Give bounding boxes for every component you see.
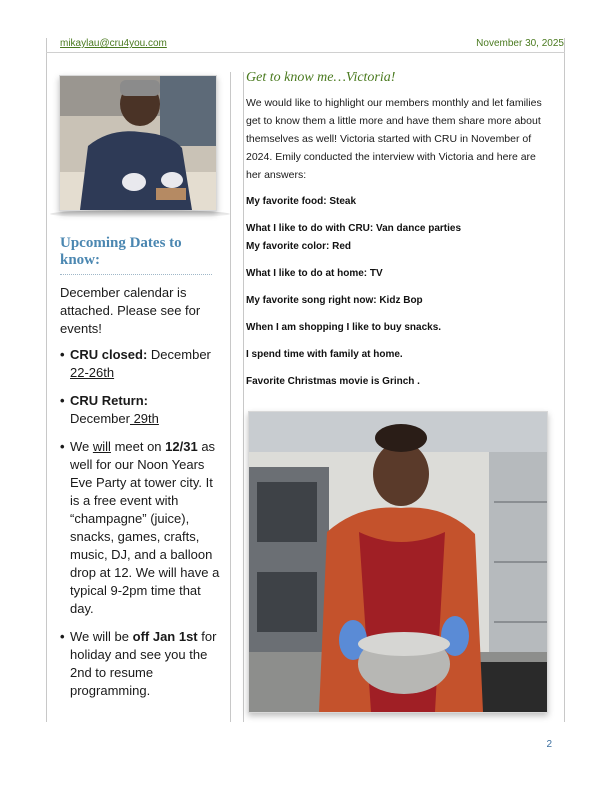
upcoming-dates-list bbox=[60, 346, 225, 710]
closed-month: December bbox=[147, 347, 211, 362]
return-date: 29th bbox=[129, 411, 159, 426]
photo-shadow bbox=[50, 210, 230, 218]
column-rule-mid-left bbox=[230, 72, 231, 722]
answer-color: My favorite color: Red bbox=[246, 241, 352, 252]
list-item-jan-first bbox=[60, 628, 225, 700]
answer-home: What I like to do at home: TV bbox=[246, 268, 383, 279]
header-email-link[interactable]: mikaylau@cru4you.com bbox=[60, 38, 167, 49]
answer-food: My favorite food: Steak bbox=[246, 196, 357, 207]
answer-shopping: When I am shopping I like to buy snacks. bbox=[246, 322, 442, 333]
victoria-kitchen-photo bbox=[248, 411, 548, 713]
page-number: 2 bbox=[546, 739, 552, 750]
return-month: December bbox=[70, 411, 130, 426]
heading-divider bbox=[60, 274, 212, 275]
answer-song: My favorite song right now: Kidz Bop bbox=[246, 295, 423, 306]
jan-date: off Jan 1st bbox=[132, 629, 198, 644]
nye-date: 12/31 bbox=[165, 439, 198, 454]
feature-intro: We would like to highlight our members monthly and let families get to know them a little more and have them share more about themselves as well! Victoria started with CRU in November of 2024. Emily conducted the interview with Victoria and here are her answers: bbox=[246, 97, 542, 181]
list-item-cru-return bbox=[60, 392, 225, 428]
column-rule-left bbox=[46, 38, 47, 722]
nye-pre: We bbox=[70, 439, 93, 454]
column-rule-mid-right bbox=[243, 72, 244, 722]
nye-mid: meet on bbox=[110, 439, 166, 454]
jan-pre: We will be bbox=[70, 629, 133, 644]
jan-details: for holiday and see you the 2nd to resume programming. bbox=[70, 629, 217, 698]
answer-family: I spend time with family at home. bbox=[246, 349, 403, 360]
feature-title: Get to know me…Victoria! bbox=[246, 70, 396, 85]
list-item-cru-closed bbox=[60, 346, 225, 382]
column-rule-right bbox=[564, 38, 565, 722]
upcoming-dates-heading: Upcoming Dates to know: bbox=[60, 235, 182, 268]
return-label: CRU Return: bbox=[70, 393, 148, 408]
calendar-note: December calendar is attached. Please see for events! bbox=[60, 285, 201, 336]
nye-will: will bbox=[92, 439, 111, 454]
header-date: November 30, 2025 bbox=[476, 38, 564, 49]
member-photo-small bbox=[59, 75, 217, 211]
answer-movie: Favorite Christmas movie is Grinch . bbox=[246, 376, 420, 387]
closed-dates: 22-26th bbox=[70, 365, 115, 380]
header-divider bbox=[46, 52, 565, 53]
closed-label: CRU closed: bbox=[70, 347, 148, 362]
nye-details: as well for our Noon Years Eve Party at tower city. It is a free event with “champagne” (juice), snacks, games, crafts, music, DJ, and a balloon drop at 12. We will have a typical 9-2pm time that day. bbox=[70, 439, 220, 616]
list-item-noon-years-eve bbox=[60, 438, 225, 618]
answer-cru-activity: What I like to do with CRU: Van dance parties bbox=[246, 223, 462, 234]
